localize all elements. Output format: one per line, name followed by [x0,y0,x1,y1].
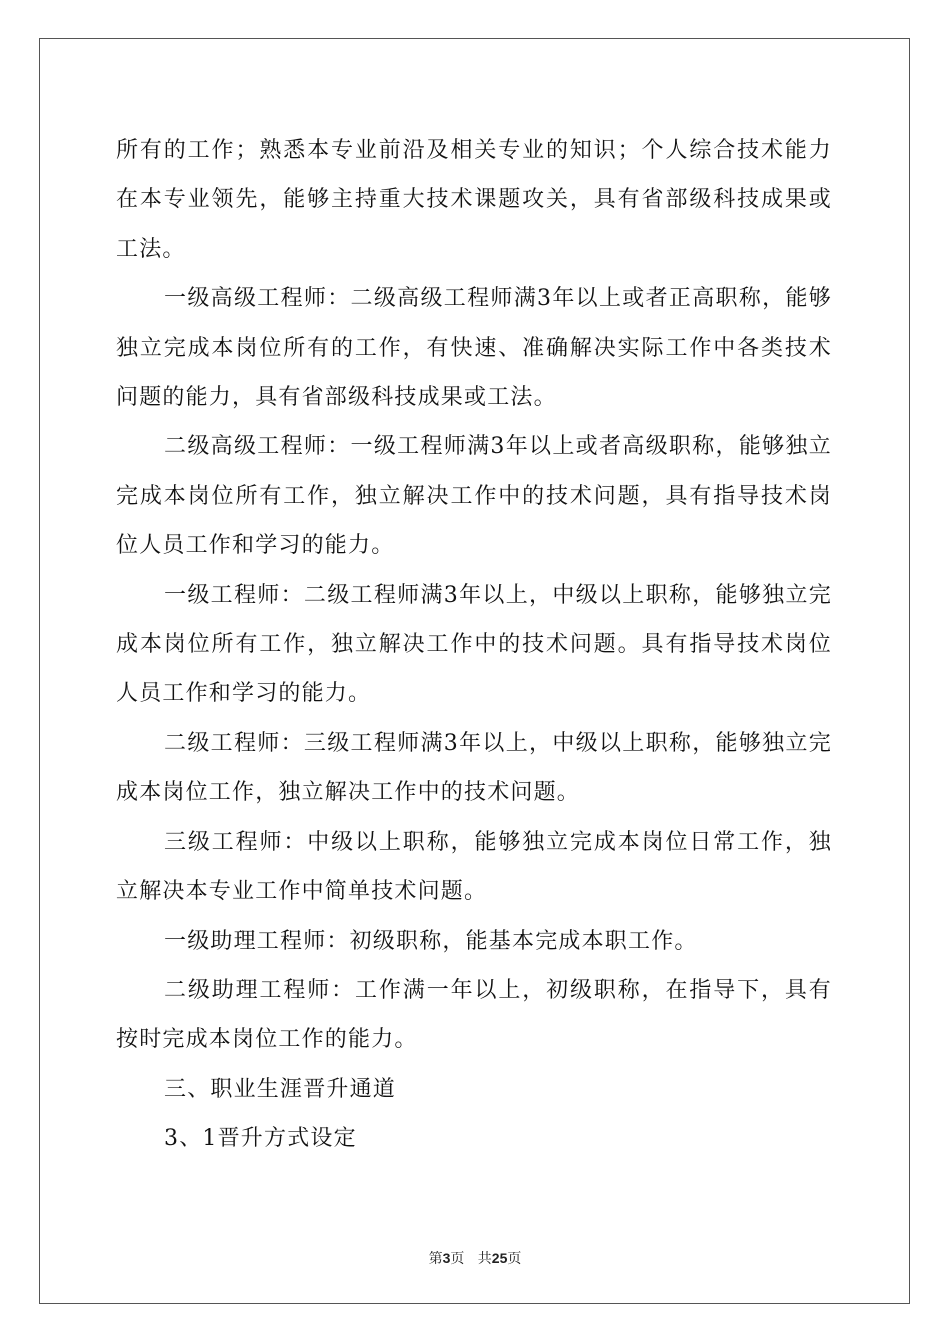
paragraph-2: 一级高级工程师：二级高级工程师满3年以上或者正高职称，能够独立完成本岗位所有的工作，有快速、准确解决实际工作中各类技术问题的能力，具有省部级科技成果或工法。 [116,286,832,411]
page-prefix: 第 [428,1251,443,1267]
paragraph-8: 二级助理工程师：工作满一年以上，初级职称，在指导下，具有按时完成本岗位工作的能力。 [116,977,832,1053]
paragraph-4: 一级工程师：二级工程师满3年以上，中级以上职称，能够独立完成本岗位所有工作，独立解决工作中的技术问题。具有指导技术岗位人员工作和学习的能力。 [116,582,832,707]
paragraph-7: 一级助理工程师：初级职称，能基本完成本职工作。 [164,928,698,954]
total-prefix: 共 [477,1251,492,1267]
paragraph-5: 二级工程师：三级工程师满3年以上，中级以上职称，能够独立完成本岗位工作，独立解决工作中的技术问题。 [116,730,832,806]
page-footer [0,1248,950,1268]
total-suffix: 页 [507,1251,522,1267]
total-pages: 25 [491,1250,508,1266]
section-heading: 三、职业生涯晋升通道 [164,1076,397,1102]
document-body [116,126,832,1164]
page-number: 3 [442,1250,451,1266]
paragraph-3: 二级高级工程师：一级工程师满3年以上或者高级职称，能够独立完成本岗位所有工作，独立解决工作中的技术问题，具有指导技术岗位人员工作和学习的能力。 [116,434,832,559]
page-suffix: 页 [450,1251,465,1267]
paragraph-6: 三级工程师：中级以上职称，能够独立完成本岗位日常工作，独立解决本专业工作中简单技术问题。 [116,829,832,905]
subsection-heading: 3、1晋升方式设定 [164,1126,357,1152]
paragraph-1: 所有的工作；熟悉本专业前沿及相关专业的知识；个人综合技术能力在本专业领先，能够主持重大技术课题攻关，具有省部级科技成果或工法。 [116,138,832,262]
